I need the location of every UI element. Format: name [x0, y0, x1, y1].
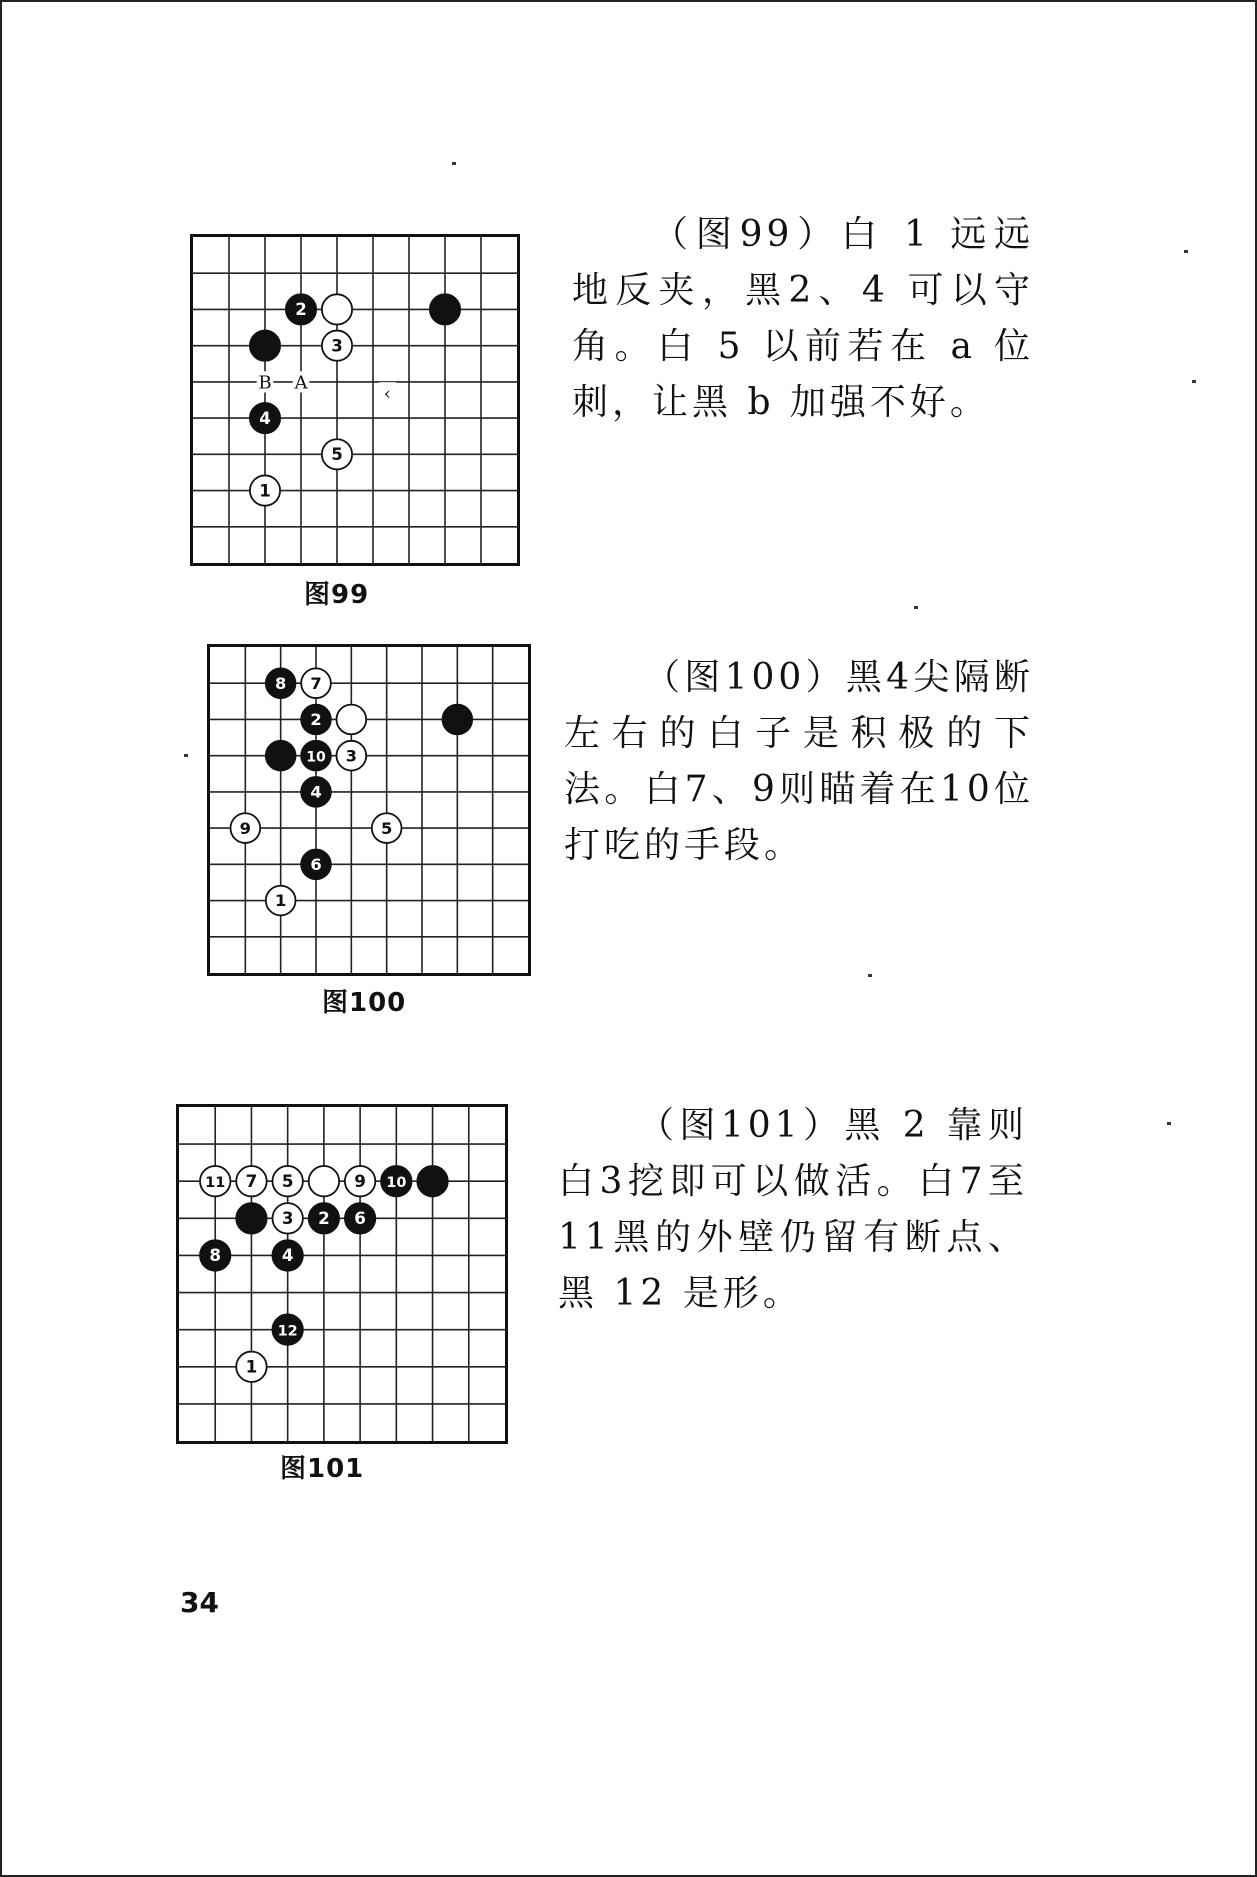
stone-number: 4 — [259, 408, 271, 428]
black-stone — [301, 741, 331, 771]
white-stone — [250, 475, 280, 505]
stone-number: 4 — [281, 1245, 294, 1266]
stone-number: 9 — [239, 818, 252, 838]
scan-speck — [914, 606, 918, 609]
white-stone — [230, 813, 260, 843]
stone-number: 12 — [277, 1323, 298, 1340]
stone-number: 1 — [259, 481, 271, 501]
figure-description-fig100: （图100）黑4尖隔断左右的白子是积极的下法。白7、9则瞄着在10位打吃的手段。 — [564, 657, 1034, 866]
scan-speck — [184, 754, 188, 757]
white-stone — [301, 668, 331, 698]
white-stone — [322, 294, 352, 324]
white-stone — [266, 886, 296, 916]
black-stone — [430, 294, 460, 324]
black-stone — [442, 705, 472, 735]
white-stone — [236, 1166, 266, 1196]
figure-description-fig101: （图101）黑 2 靠则白3挖即可以做活。白7至11黑的外壁仍留有断点、黑 12 是形。 — [558, 1105, 1028, 1314]
scan-speck — [868, 974, 872, 977]
stone-number: 10 — [386, 1175, 407, 1192]
stone-number: 6 — [310, 854, 322, 874]
stone-number: 11 — [205, 1175, 226, 1192]
scan-speck — [1184, 250, 1188, 253]
black-stone — [250, 403, 280, 433]
board-grid — [193, 237, 517, 563]
stone-number: 4 — [310, 782, 322, 802]
white-stone — [322, 439, 352, 469]
black-stone — [272, 1240, 302, 1270]
board-grid — [179, 1107, 505, 1441]
white-stone — [236, 1352, 266, 1382]
stone-number: 5 — [331, 445, 343, 465]
figure-caption-fig101: 图101 — [280, 1454, 365, 1484]
scan-speck — [1192, 380, 1196, 383]
black-stone — [266, 741, 296, 771]
board-grid — [210, 647, 528, 973]
stone-number: 6 — [354, 1208, 366, 1229]
scan-speck — [1167, 1122, 1171, 1125]
stone-number: 8 — [274, 673, 287, 693]
stone-number: 7 — [245, 1171, 258, 1192]
figure-caption-fig99: 图99 — [304, 580, 370, 610]
white-stone — [345, 1166, 375, 1196]
white-stone — [336, 705, 366, 735]
black-stone — [286, 294, 316, 324]
stone-number: 10 — [306, 749, 326, 766]
point-mark: A — [294, 372, 308, 394]
stone-number: 9 — [354, 1171, 366, 1192]
stone-number: 2 — [295, 300, 307, 320]
black-stone — [266, 668, 296, 698]
black-stone — [236, 1203, 266, 1233]
black-stone — [381, 1166, 411, 1196]
figure-caption-fig100: 图100 — [322, 988, 407, 1018]
go-board-fig101 — [176, 1104, 508, 1444]
stone-number: 1 — [274, 891, 287, 911]
black-stone — [272, 1314, 302, 1344]
scan-speck — [452, 162, 456, 165]
black-stone — [301, 777, 331, 807]
stone-number: 8 — [209, 1245, 222, 1266]
black-stone — [309, 1203, 339, 1233]
stone-number: 3 — [281, 1208, 294, 1229]
point-mark: B — [258, 372, 272, 394]
white-stone — [336, 741, 366, 771]
stone-number: 2 — [310, 710, 322, 730]
stone-number: 5 — [380, 818, 393, 838]
figure-description-fig99: （图99）白 1 远远地反夹，黑2、4 可以守角。白 5 以前若在 a 位刺，让黑 b 加强不好。 — [572, 214, 1034, 423]
black-stone — [301, 849, 331, 879]
white-stone — [200, 1166, 230, 1196]
stone-number: 2 — [318, 1208, 330, 1229]
black-stone — [250, 331, 280, 361]
stone-number: 3 — [331, 336, 343, 356]
page-number: 34 — [180, 1586, 219, 1619]
stone-number: 7 — [310, 673, 322, 693]
black-stone — [345, 1203, 375, 1233]
white-stone — [309, 1166, 339, 1196]
point-mark: ‹ — [383, 383, 392, 405]
stone-number: 1 — [245, 1356, 258, 1377]
white-stone — [322, 331, 352, 361]
white-stone — [272, 1166, 302, 1196]
white-stone — [272, 1203, 302, 1233]
stone-number: 3 — [345, 746, 358, 766]
go-board-fig100 — [207, 644, 531, 976]
black-stone — [200, 1240, 230, 1270]
black-stone — [417, 1166, 447, 1196]
stone-number: 5 — [281, 1171, 294, 1192]
black-stone — [301, 705, 331, 735]
white-stone — [372, 813, 402, 843]
go-board-fig99 — [190, 234, 520, 566]
